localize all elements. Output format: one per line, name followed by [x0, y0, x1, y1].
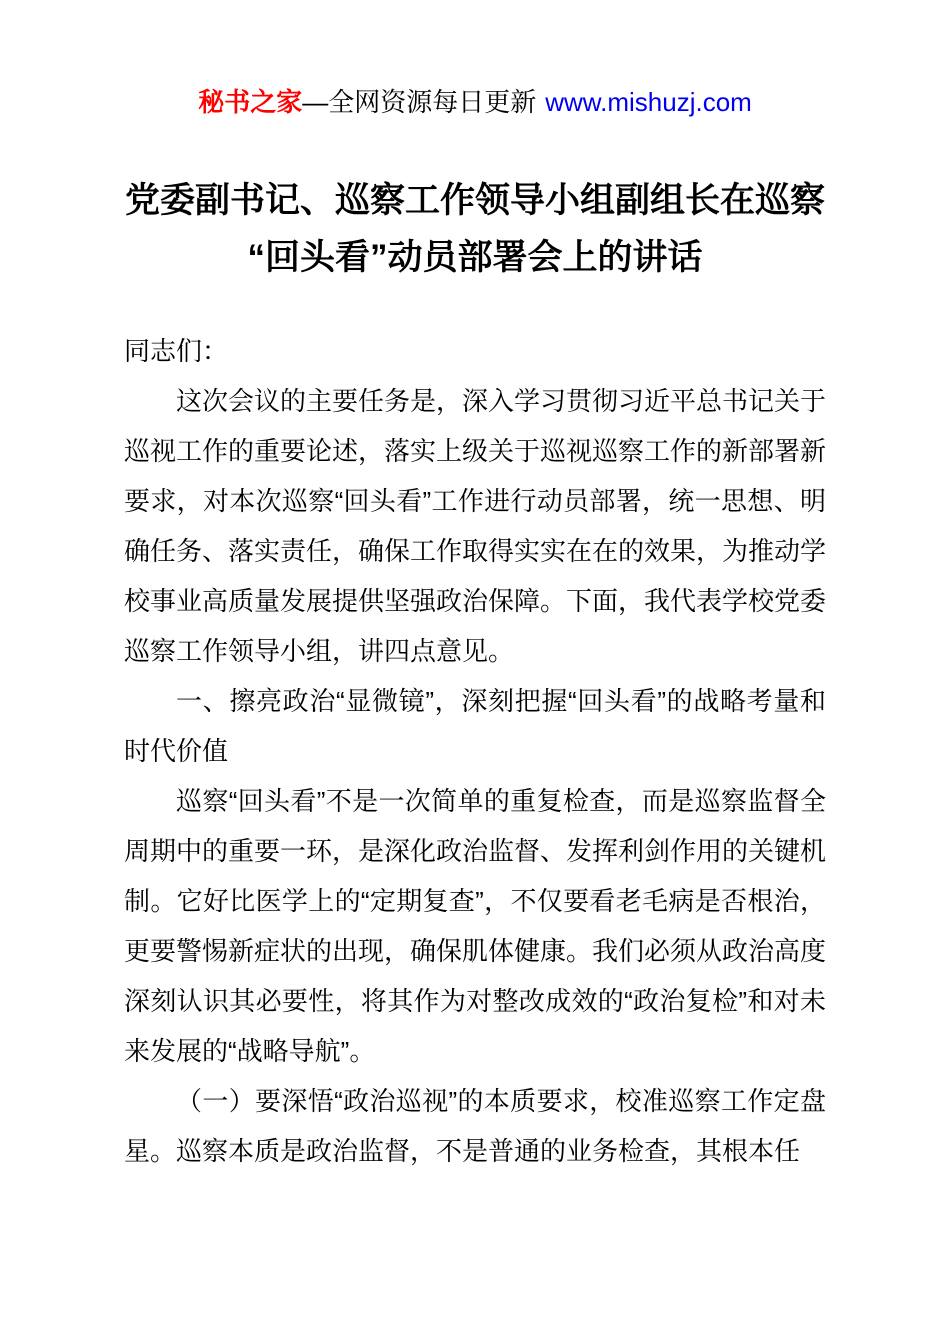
- document-title-line-2: “回头看”动员部署会上的讲话: [247, 238, 703, 277]
- site-tagline: —全网资源每日更新: [302, 87, 537, 117]
- document-body: [124, 326, 826, 1176]
- paragraph-section-1: 巡察“回头看”不是一次简单的重复检查，而是巡察监督全周期中的重要一环，是深化政治监督、发挥利剑作用的关键机制。它好比医学上的“定期复查”，不仅要看老毛病是否根治，更要警惕新症状的出现，确保肌体健康。我们必须从政治高度深刻认识其必要性，将其作为对整改成效的“政治复检”和对未来发展的“战略导航”。: [124, 786, 827, 1066]
- site-url-link[interactable]: www.mishuzj.com: [545, 87, 752, 117]
- paragraph-subsection-1-1: （一）要深悟“政治巡视”的本质要求，校准巡察工作定盘星。巡察本质是政治监督，不是普通的业务检查，其根本任: [124, 1086, 826, 1166]
- document-title-line-1: 党委副书记、巡察工作领导小组副组长在巡察: [124, 181, 825, 220]
- paragraph-intro: 这次会议的主要任务是，深入学习贯彻习近平总书记关于巡视工作的重要论述，落实上级关于巡视巡察工作的新部署新要求，对本次巡察“回头看”工作进行动员部署，统一思想、明确任务、落实责任，确保工作取得实实在在的效果，为推动学校事业高质量发展提供坚强政治保障。下面，我代表学校党委巡察工作领导小组，讲四点意见。: [124, 386, 827, 666]
- section-heading-1: 一、擦亮政治“显微镜”，深刻把握“回头看”的战略考量和时代价值: [124, 686, 826, 766]
- site-header: [0, 0, 950, 120]
- site-brand: 秘书之家: [198, 87, 303, 117]
- salutation: 同志们：: [124, 336, 229, 366]
- document-title: [95, 172, 855, 286]
